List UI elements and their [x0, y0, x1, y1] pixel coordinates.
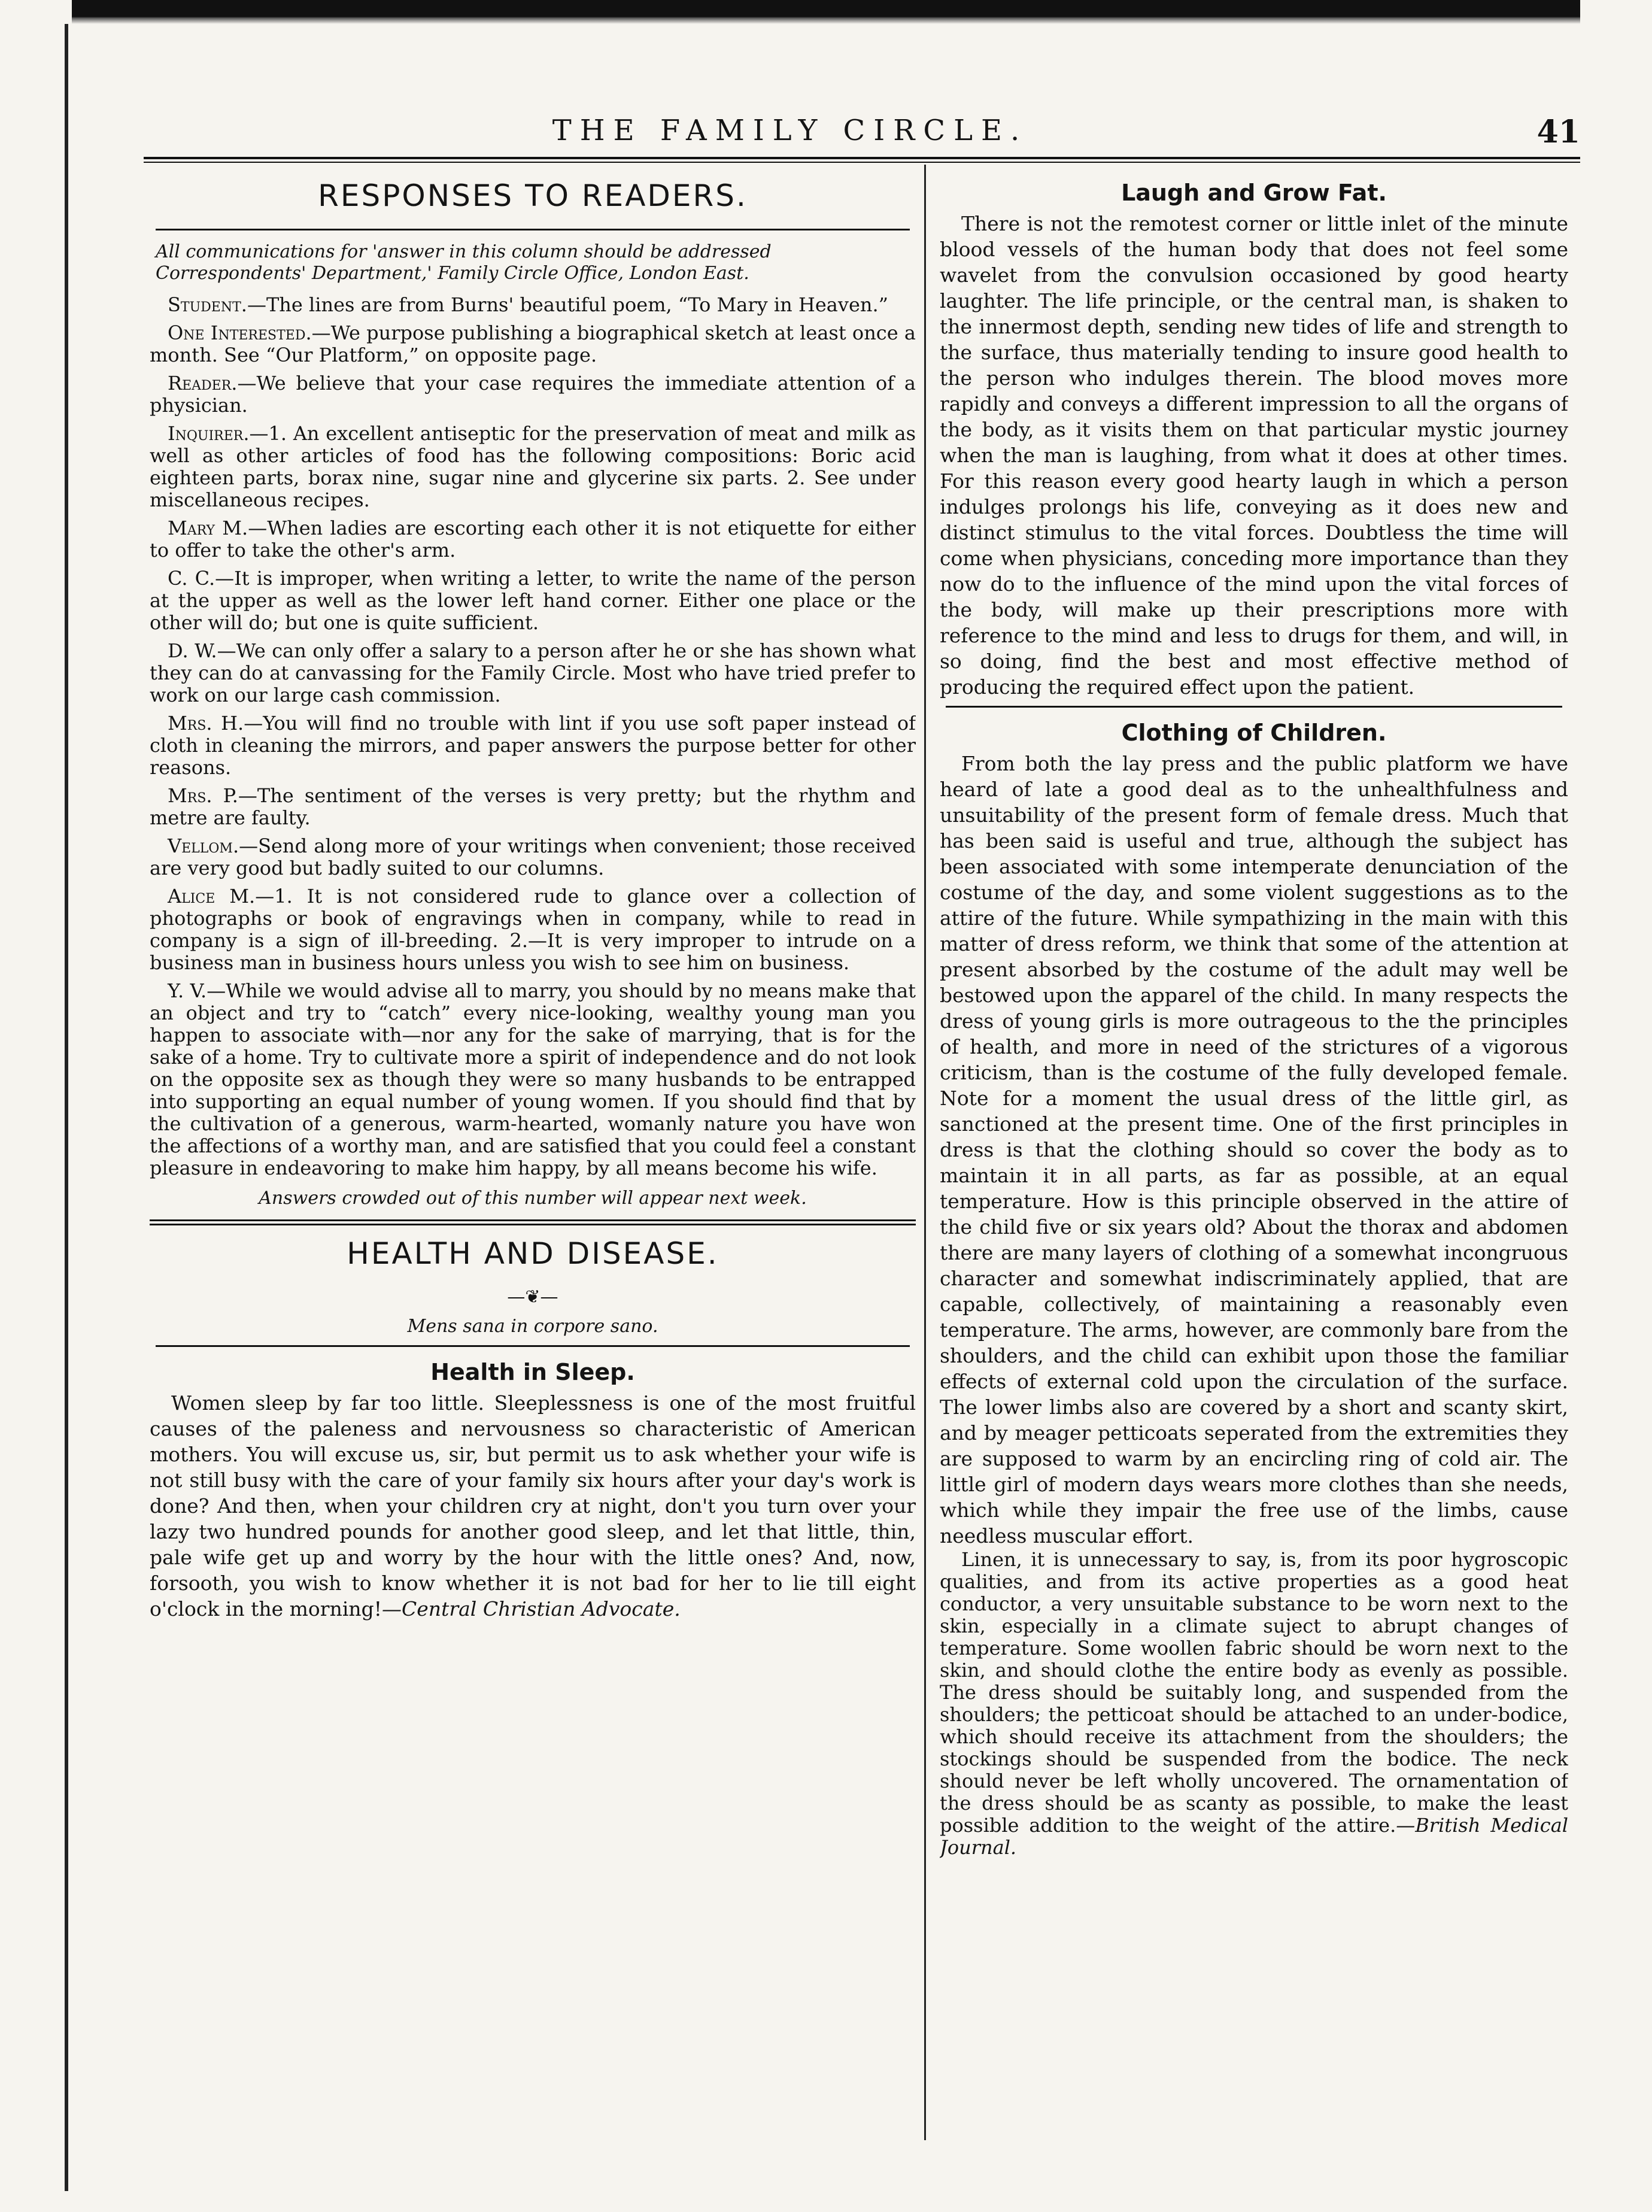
response-text: —It is improper, when writing a letter, to write the name of the person at the upper as well as the lower left hand corner. Either one place or the other will do; but one is quite sufficient.: [150, 567, 916, 634]
page-number: 41: [1536, 114, 1580, 150]
crowded-out-note: Answers crowded out of this number will appear next week.: [259, 1188, 807, 1209]
rule: [946, 706, 1562, 708]
response-item: [150, 423, 916, 511]
response-text: —You will find no trouble with lint if you use soft paper instead of cloth in cleaning the mirrors, and paper answers the purpose better for other reasons.: [150, 712, 916, 779]
article-body-clothing: From both the lay press and the public platform we have heard of late a good deal as to the unhealthfulness and unsuitability of the present form of female dress. Much that has been said is useful and true, although the subject has been associated with some intemperate denunciation of the costume of the day, and some violent suggestions as to the attire of the future. While sympathizing in the main with this matter of dress reform, we think that some of the attention at present absorbed by the costume of the adult may well be bestowed upon the apparel of the child. In many respects the dress of young girls is more outrageous to the the principles of health, and more in need of the strictures of a vigorous criticism, than is the costume of the fully developed female. Note for a moment the usual dress of the little girl, as sanctioned at the present time. One of the first principles in dress is that the clothing should so cover the body as to maintain it in all parts, as far as possible, at an equal temperature. How is this principle observed in the attire of the child five or six years old? About the thorax and abdomen there are many layers of clothing of a somewhat incongruous character and somewhat indiscriminately applied, that are capable, collectively, of maintaining a reasonably even temperature. The arms, however, are commonly bare from the shoulders, and the child can exhibit upon those the familiar effects of external cold upon the circulation of the surface. The lower limbs also are covered by a short and scanty skirt, and by meager petticoats seperated from the extremities they are supposed to warm by an encircling ring of cold air. The little girl of modern days wears more clothes than she needs, which while they impair the free use of the limbs, cause needless muscular effort.: [940, 752, 1568, 1548]
response-text: —We believe that your case requires the immediate attention of a physician.: [150, 372, 916, 417]
article-text: Linen, it is unnecessary to say, is, from its poor hygroscopic qualities, and from its active properties as a good heat conductor, a very unsuitable substance to be worn next to the skin, especially in a climate suject to abrupt changes of temperature. Some woollen fabric should be worn next to the skin, and should clothe the entire body as evenly as possible. The dress should be suitably long, and suspended from the shoulders; the petticoat should be attached to an under-bodice, which should receive its attachment from the shoulders; the stockings should be suspended from the bodice. The neck should never be left wholly uncovered. The ornamentation of the dress should be as scanty as possible, to make the least possible addition to the weight of the attire.: [940, 1548, 1568, 1837]
running-head: [144, 114, 1580, 150]
response-text: —While we would advise all to marry, you should by no means make that an object and try to “catch” every nice-looking, wealthy young man you happen to associate with—nor any for the sake of marrying, that is for the sake of a home. Try to cultivate more a spirit of independence and do not look on the opposite sex as though they were so many husbands to be entrapped into supporting an equal number of young women. If you should find that by the cultivation of a generous, warm-hearted, womanly nature you have won the affections of a worthy man, and are satisfied that you could feel a constant pleasure in endeavoring to make him happy, by all means become his wife.: [150, 979, 916, 1179]
health-heading: HEALTH AND DISEASE.: [347, 1236, 719, 1271]
response-name: Reader.: [168, 372, 238, 395]
response-name: Mary M.: [168, 517, 248, 539]
response-text: —When ladies are escorting each other it is not etiquette for either to offer to take the other's arm.: [150, 517, 916, 562]
response-item: [150, 712, 916, 779]
instructions-note: All communications for 'answer in this column should be addressed Correspondents' Department,' Family Circle Office, London East.: [156, 241, 772, 284]
response-name: One Interested.: [168, 321, 312, 344]
response-item: [150, 322, 916, 366]
ornament-divider: —❦—: [507, 1286, 558, 1307]
response-text: —1. An excellent antiseptic for the preservation of meat and milk as well as other articles of food has the following compositions: Boric acid eighteen parts, borax nine, sugar nine and glycerine six parts. 2. See under miscellaneous recipes.: [150, 422, 916, 511]
response-item: [150, 885, 916, 974]
response-name: C. C.: [168, 567, 215, 590]
scan-top-border: [72, 0, 1580, 24]
response-item: [150, 568, 916, 634]
right-column: [940, 168, 1568, 2140]
response-name: Alice M.: [168, 885, 256, 908]
publication-title: THE FAMILY CIRCLE.: [552, 114, 1028, 147]
response-text: —The sentiment of the verses is very pretty; but the rhythm and metre are faulty.: [150, 784, 916, 829]
article-body-laugh: There is not the remotest corner or little inlet of the minute blood vessels of the human body that does not feel some wavelet from the convulsion occasioned by good hearty laughter. The life principle, or the central man, is shaken to the innermost depth, sending new tides of life and strength to the surface, thus materially tending to insure good health to the person who indulges therein. The blood moves more rapidly and conveys a different impression to all the organs of the body, as it visits them on that particular mystic journey when the man is laughing, from what it does at other times. For this reason every good hearty laugh in which a person indulges prolongs his life, conveying as it does new and distinct stimulus to the vital forces. Doubtless the time will come when physicians, conceding more importance than they now do to the influence of the mind upon the vital forces of the body, will make up their prescriptions more with reference to the mind and less to drugs for them, and will, in so doing, find the best and most effective method of producing the required effect upon the patient.: [940, 212, 1568, 699]
article-title-clothing: Clothing of Children.: [1121, 720, 1387, 746]
article-text: Women sleep by far too little. Sleeplessness is one of the most fruitful causes of the paleness and nervousness so characteristic of American mothers. You will excuse us, sir, but permit us to ask whether your wife is not still busy with the care of your family six hours after your day's work is done? And then, when your children cry at night, don't you turn over your lazy two hundred pounds for another good sleep, and let that little, thin, pale wife get up and worry by the hour with the little ones? And, now, forsooth, you wish to know whether it is not bad for her to lie till eight o'clock in the morning!: [150, 1391, 916, 1621]
response-name: Vellom.: [168, 835, 239, 857]
response-name: Student.: [168, 293, 247, 316]
response-text: —We purpose publishing a biographical sketch at least once a month. See “Our Platform,” on opposite page.: [150, 321, 916, 366]
article-body-sleep: [150, 1390, 916, 1622]
header-rule: [144, 157, 1580, 163]
response-text: —Send along more of your writings when convenient; those received are very good but badly suited to our columns.: [150, 835, 916, 879]
response-name: D. W.: [168, 639, 217, 662]
article-title-laugh: Laugh and Grow Fat.: [1121, 180, 1387, 206]
response-name: Inquirer.: [168, 422, 250, 445]
column-divider: [924, 165, 926, 2140]
article-source: —Central Christian Advocate.: [382, 1597, 681, 1621]
response-text: —We can only offer a salary to a person after he or she has shown what they can do at canvassing for the Family Circle. Most who have tried prefer to work on our large cash commission.: [150, 639, 916, 706]
left-column: [150, 168, 916, 2140]
response-name: Mrs. P.: [168, 784, 238, 807]
response-item: [150, 294, 916, 316]
article-source: —British Medical Journal.: [940, 1814, 1568, 1859]
article-title-sleep: Health in Sleep.: [430, 1359, 635, 1385]
response-item: [150, 980, 916, 1179]
motto: Mens sana in corpore sano.: [407, 1316, 658, 1337]
response-item: [150, 785, 916, 829]
response-item: [150, 517, 916, 562]
response-text: —The lines are from Burns' beautiful poem, “To Mary in Heaven.”: [247, 293, 889, 316]
response-name: Y. V.: [168, 979, 207, 1002]
response-item: [150, 640, 916, 706]
article-body-clothing-2: [940, 1549, 1568, 1859]
page-binding-edge: [65, 24, 68, 2191]
rule: [156, 1345, 910, 1347]
response-item: [150, 835, 916, 879]
responses-heading: RESPONSES TO READERS.: [318, 178, 748, 213]
response-text: —1. It is not considered rude to glance over a collection of photographs or book of engravings when in company, while to read in company is a sign of ill-breeding. 2.—It is very improper to intrude on a business man in business hours unless you wish to see him on business.: [150, 885, 916, 974]
response-name: Mrs. H.: [168, 712, 244, 735]
rule: [156, 229, 910, 230]
responses-list: [150, 294, 916, 1179]
double-rule: [150, 1219, 916, 1225]
response-item: [150, 372, 916, 417]
